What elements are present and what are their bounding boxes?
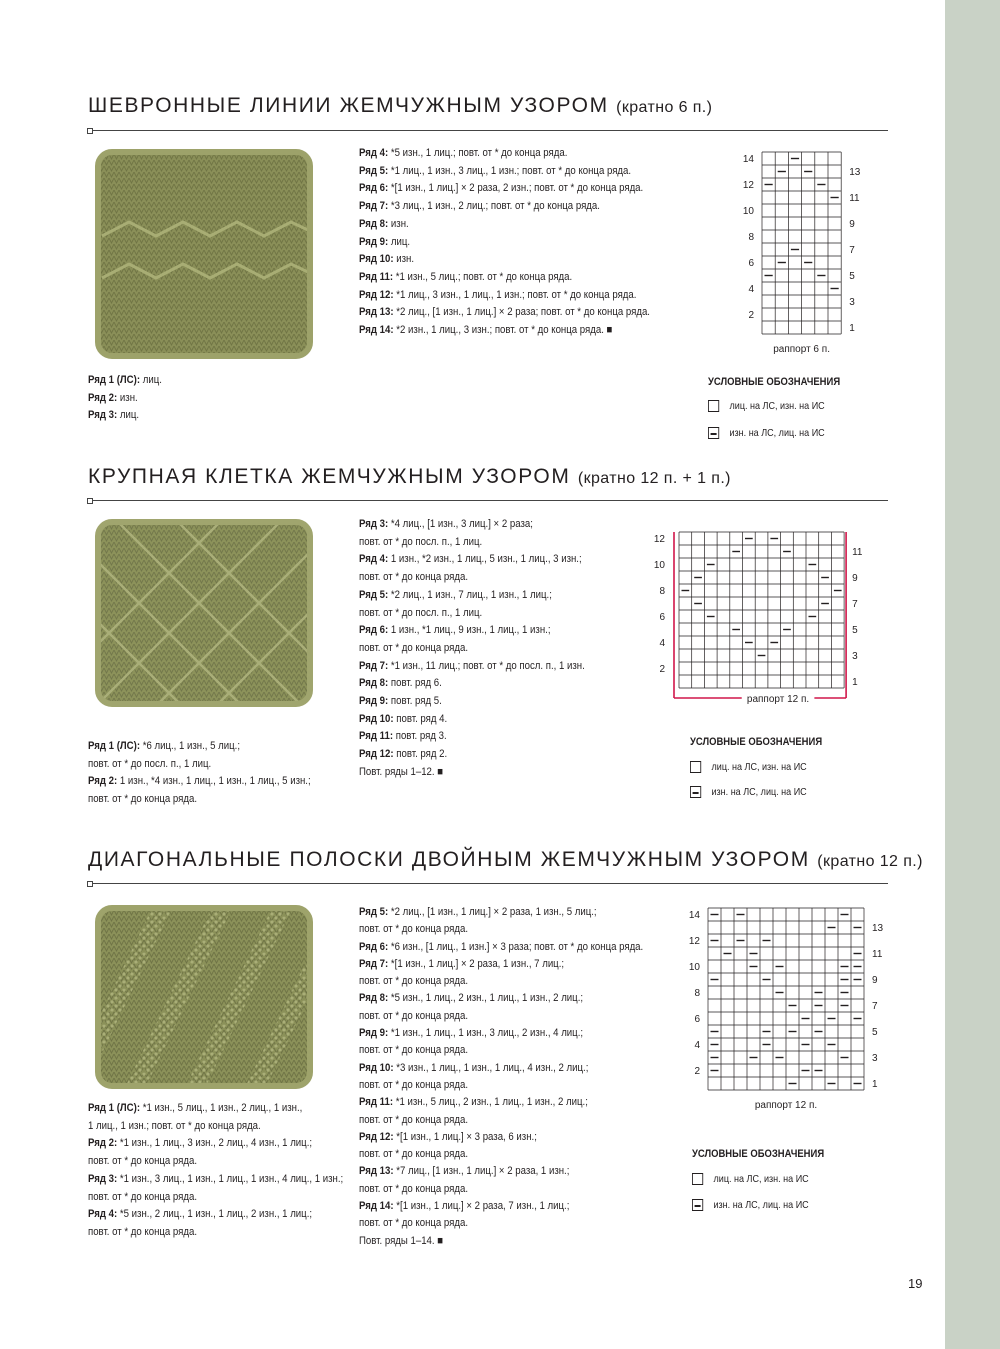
- row-number-right: 7: [852, 599, 858, 610]
- pattern-row: Ряд 7: *[1 изн., 1 лиц.] × 2 раза, 1 изн., 7 лиц.;: [359, 957, 565, 970]
- pattern-row: повт. от * до конца ряда.: [359, 923, 469, 936]
- purl-symbol-icon: [708, 427, 719, 439]
- row-number-right: 5: [852, 625, 858, 636]
- pattern-row: Ряд 4: *5 изн., 2 лиц., 1 изн., 1 лиц., 2 изн., 1 лиц.;: [88, 1208, 313, 1221]
- pattern-row: Ряд 12: *1 лиц., 3 изн., 1 лиц., 1 изн.; повт. от * до конца ряда.: [359, 288, 637, 301]
- row-number-right: 1: [849, 323, 855, 334]
- row-number-right: 11: [852, 547, 863, 558]
- pattern-row: Ряд 3: *4 лиц., [1 изн., 3 лиц.] × 2 раза;: [359, 518, 533, 530]
- section-rule-3: [88, 883, 888, 884]
- pattern-row: Ряд 6: *[1 изн., 1 лиц.] × 2 раза, 2 изн.; повт. от * до конца ряда.: [359, 182, 644, 195]
- pattern-row: 1 лиц., 1 изн.; повт. от * до конца ряда.: [88, 1119, 261, 1132]
- pattern-row: Ряд 7: *1 изн., 11 лиц.; повт. от * до посл. п., 1 изн.: [359, 659, 585, 672]
- pattern-row: повт. от * до посл. п., 1 лиц.: [88, 757, 212, 770]
- row-number-left: 6: [694, 1014, 700, 1025]
- legend-knit-2: лиц. на ЛС, изн. на ИС: [690, 761, 807, 773]
- row-number-right: 5: [872, 1027, 878, 1038]
- pattern-row: Ряд 4: 1 изн., *2 изн., 1 лиц., 5 изн., 1 лиц., 3 изн.;: [359, 553, 582, 566]
- chart-grid: [708, 908, 864, 1090]
- row-number-right: 1: [872, 1079, 878, 1090]
- row-number-left: 6: [748, 258, 754, 269]
- section-title-1: ШЕВРОННЫЕ ЛИНИИ ЖЕМЧУЖНЫМ УЗОРОМ (кратно 6 п.): [88, 94, 713, 117]
- row-number-right: 9: [849, 219, 855, 230]
- legend-purl-1: изн. на ЛС, лиц. на ИС: [708, 427, 825, 439]
- legend-purl-2: изн. на ЛС, лиц. на ИС: [690, 786, 807, 798]
- pattern-row: Ряд 11: *1 изн., 5 лиц., 2 изн., 1 лиц., 1 изн., 2 лиц.;: [359, 1096, 588, 1109]
- pattern-row: Ряд 9: *1 изн., 1 лиц., 1 изн., 3 лиц., 2 изн., 4 лиц.;: [359, 1027, 584, 1040]
- pattern-row: повт. от * до конца ряда.: [359, 1078, 469, 1091]
- pattern-row: Ряд 14: *[1 изн., 1 лиц.] × 2 раза, 7 изн., 1 лиц.;: [359, 1200, 570, 1213]
- legend-knit-3: лиц. на ЛС, изн. на ИС: [692, 1173, 809, 1185]
- row-number-right: 11: [872, 949, 883, 960]
- pattern-row: Ряд 10: изн.: [359, 253, 415, 266]
- repeat-label: раппорт 12 п.: [754, 1100, 818, 1111]
- row-number-right: 9: [872, 975, 878, 986]
- pattern-rows-right-2: [359, 516, 585, 782]
- pattern-row: Ряд 5: *2 лиц., [1 изн., 1 лиц.] × 2 раза, 1 изн., 5 лиц.;: [359, 906, 597, 918]
- chart-grid: [762, 152, 841, 334]
- row-number-right: 7: [849, 245, 855, 256]
- pattern-row: Ряд 12: *[1 изн., 1 лиц.] × 3 раза, 6 изн.;: [359, 1130, 537, 1143]
- pattern-row: повт. от * до конца ряда.: [359, 975, 469, 988]
- pattern-row: Ряд 11: повт. ряд 3.: [359, 730, 447, 743]
- knitting-chart-3: [680, 904, 885, 1116]
- purl-symbol-icon: [692, 1199, 703, 1211]
- row-number-left: 2: [659, 664, 665, 675]
- row-number-left: 4: [748, 284, 754, 295]
- pattern-row: Ряд 2: *1 изн., 1 лиц., 3 изн., 2 лиц., 4 изн., 1 лиц.;: [88, 1137, 313, 1150]
- pattern-row: повт. от * до конца ряда.: [359, 1044, 469, 1057]
- row-number-right: 3: [872, 1053, 878, 1064]
- pattern-row: Ряд 1 (ЛС): лиц.: [88, 374, 162, 386]
- pattern-row: Ряд 6: 1 изн., *1 лиц., 9 изн., 1 лиц., 1 изн.;: [359, 624, 551, 637]
- knitting-chart-2: [645, 522, 875, 714]
- pattern-row: повт. от * до конца ряда.: [359, 571, 469, 584]
- pattern-row: Ряд 5: *1 лиц., 1 изн., 3 лиц., 1 изн.; повт. от * до конца ряда.: [359, 164, 632, 177]
- row-number-left: 12: [742, 180, 754, 191]
- pattern-row: Ряд 8: *5 изн., 1 лиц., 2 изн., 1 лиц., 1 изн., 2 лиц.;: [359, 992, 584, 1005]
- pattern-row: повт. от * до конца ряда.: [359, 1182, 469, 1195]
- row-number-left: 2: [694, 1066, 700, 1077]
- knit-symbol-icon: [690, 761, 701, 773]
- section-rule-2: [88, 500, 888, 501]
- knit-swatch-photo-2: [94, 518, 314, 708]
- row-number-left: 4: [659, 638, 665, 649]
- pattern-row: Ряд 9: лиц.: [359, 235, 411, 248]
- pattern-row: повт. от * до конца ряда.: [88, 793, 198, 806]
- row-number-right: 5: [849, 271, 855, 282]
- legend-knit-1: лиц. на ЛС, изн. на ИС: [708, 400, 825, 412]
- legend-title-1: УСЛОВНЫЕ ОБОЗНАЧЕНИЯ: [708, 376, 841, 388]
- pattern-row: повт. от * до конца ряда.: [88, 1155, 198, 1168]
- pattern-row: повт. от * до посл. п., 1 лиц.: [359, 606, 483, 619]
- row-number-left: 10: [653, 560, 665, 571]
- row-number-left: 8: [694, 988, 700, 999]
- pattern-row: Ряд 13: *7 лиц., [1 изн., 1 лиц.] × 2 раза, 1 изн.;: [359, 1165, 570, 1178]
- chart-grid: [679, 532, 844, 688]
- repeat-label: раппорт 6 п.: [773, 344, 830, 355]
- row-number-left: 8: [748, 232, 754, 243]
- pattern-row: Ряд 10: *3 изн., 1 лиц., 1 изн., 1 лиц., 4 изн., 2 лиц.;: [359, 1061, 589, 1074]
- row-number-left: 10: [688, 962, 700, 973]
- row-number-right: 1: [852, 677, 858, 688]
- row-number-left: 14: [688, 910, 700, 921]
- knitting-chart-1: [730, 148, 870, 360]
- section-title-2: КРУПНАЯ КЛЕТКА ЖЕМЧУЖНЫМ УЗОРОМ (кратно 12 п. + 1 п.): [88, 465, 731, 488]
- page-side-tab: [945, 0, 1000, 1349]
- row-number-right: 13: [849, 167, 861, 178]
- page-number: 19: [908, 1276, 923, 1291]
- knit-symbol-icon: [708, 400, 719, 412]
- row-number-left: 10: [742, 206, 754, 217]
- pattern-row: повт. от * до конца ряда.: [359, 1148, 469, 1161]
- pattern-row: Ряд 3: лиц.: [88, 409, 140, 422]
- pattern-row: Ряд 10: повт. ряд 4.: [359, 712, 448, 725]
- purl-symbol-icon: [690, 786, 701, 798]
- pattern-row: Ряд 13: *2 лиц., [1 изн., 1 лиц.] × 2 раза; повт. от * до конца ряда.: [359, 306, 650, 319]
- pattern-row: Ряд 1 (ЛС): *1 изн., 5 лиц., 1 изн., 2 лиц., 1 изн.,: [88, 1102, 303, 1114]
- pattern-row: Повт. ряды 1–14. ■: [359, 1234, 444, 1247]
- pattern-rows-left-3: [88, 1100, 343, 1242]
- pattern-row: повт. от * до посл. п., 1 лиц.: [359, 535, 483, 548]
- pattern-row: Ряд 11: *1 изн., 5 лиц.; повт. от * до конца ряда.: [359, 270, 573, 283]
- pattern-row: Ряд 6: *6 изн., [1 лиц., 1 изн.] × 3 раза; повт. от * до конца ряда.: [359, 940, 644, 953]
- pattern-row: повт. от * до конца ряда.: [359, 1217, 469, 1230]
- repeat-label: раппорт 12 п.: [746, 694, 810, 705]
- legend-purl-3: изн. на ЛС, лиц. на ИС: [692, 1199, 809, 1211]
- pattern-rows-right-3: [359, 904, 643, 1250]
- row-number-left: 2: [748, 310, 754, 321]
- pattern-row: Ряд 12: повт. ряд 2.: [359, 748, 448, 761]
- pattern-row: Ряд 4: *5 изн., 1 лиц.; повт. от * до конца ряда.: [359, 147, 568, 159]
- knit-swatch-photo-3: [94, 904, 314, 1090]
- row-number-right: 3: [852, 651, 858, 662]
- pattern-row: Ряд 1 (ЛС): *6 лиц., 1 изн., 5 лиц.;: [88, 740, 241, 752]
- pattern-row: Ряд 2: 1 изн., *4 изн., 1 лиц., 1 изн., 1 лиц., 5 изн.;: [88, 775, 311, 788]
- row-number-left: 8: [659, 586, 665, 597]
- row-number-right: 9: [852, 573, 858, 584]
- pattern-rows-right-1: [359, 145, 650, 340]
- legend-title-2: УСЛОВНЫЕ ОБОЗНАЧЕНИЯ: [690, 736, 823, 748]
- knit-swatch-photo-1: [94, 148, 314, 360]
- section-title-3: ДИАГОНАЛЬНЫЕ ПОЛОСКИ ДВОЙНЫМ ЖЕМЧУЖНЫМ УЗОРОМ (кратно 12 п.): [88, 848, 923, 871]
- pattern-rows-left-1: [88, 372, 162, 425]
- pattern-row: Ряд 3: *1 изн., 3 лиц., 1 изн., 1 лиц., 1 изн., 4 лиц., 1 изн.;: [88, 1172, 344, 1185]
- pattern-row: Ряд 5: *2 лиц., 1 изн., 7 лиц., 1 изн., 1 лиц.;: [359, 588, 552, 601]
- row-number-right: 13: [872, 923, 884, 934]
- pattern-row: Ряд 8: повт. ряд 6.: [359, 677, 442, 690]
- pattern-row: повт. от * до конца ряда.: [88, 1190, 198, 1203]
- row-number-right: 11: [849, 193, 860, 204]
- row-number-left: 6: [659, 612, 665, 623]
- pattern-row: Ряд 2: изн.: [88, 391, 138, 404]
- pattern-row: Ряд 7: *3 лиц., 1 изн., 2 лиц.; повт. от * до конца ряда.: [359, 200, 600, 213]
- row-number-left: 4: [694, 1040, 700, 1051]
- pattern-row: Ряд 8: изн.: [359, 217, 409, 230]
- pattern-row: повт. от * до конца ряда.: [359, 1113, 469, 1126]
- pattern-row: повт. от * до конца ряда.: [359, 1009, 469, 1022]
- pattern-row: Ряд 14: *2 изн., 1 лиц., 3 изн.; повт. от * до конца ряда. ■: [359, 324, 613, 337]
- pattern-row: Повт. ряды 1–12. ■: [359, 765, 444, 778]
- row-number-left: 12: [688, 936, 700, 947]
- section-rule-1: [88, 130, 888, 131]
- legend-title-3: УСЛОВНЫЕ ОБОЗНАЧЕНИЯ: [692, 1148, 825, 1160]
- pattern-rows-left-2: [88, 738, 311, 809]
- row-number-right: 7: [872, 1001, 878, 1012]
- knit-symbol-icon: [692, 1173, 703, 1185]
- row-number-left: 12: [653, 534, 665, 545]
- pattern-row: повт. от * до конца ряда.: [88, 1225, 198, 1238]
- row-number-left: 14: [742, 154, 754, 165]
- pattern-row: повт. от * до конца ряда.: [359, 641, 469, 654]
- pattern-row: Ряд 9: повт. ряд 5.: [359, 695, 442, 708]
- row-number-right: 3: [849, 297, 855, 308]
